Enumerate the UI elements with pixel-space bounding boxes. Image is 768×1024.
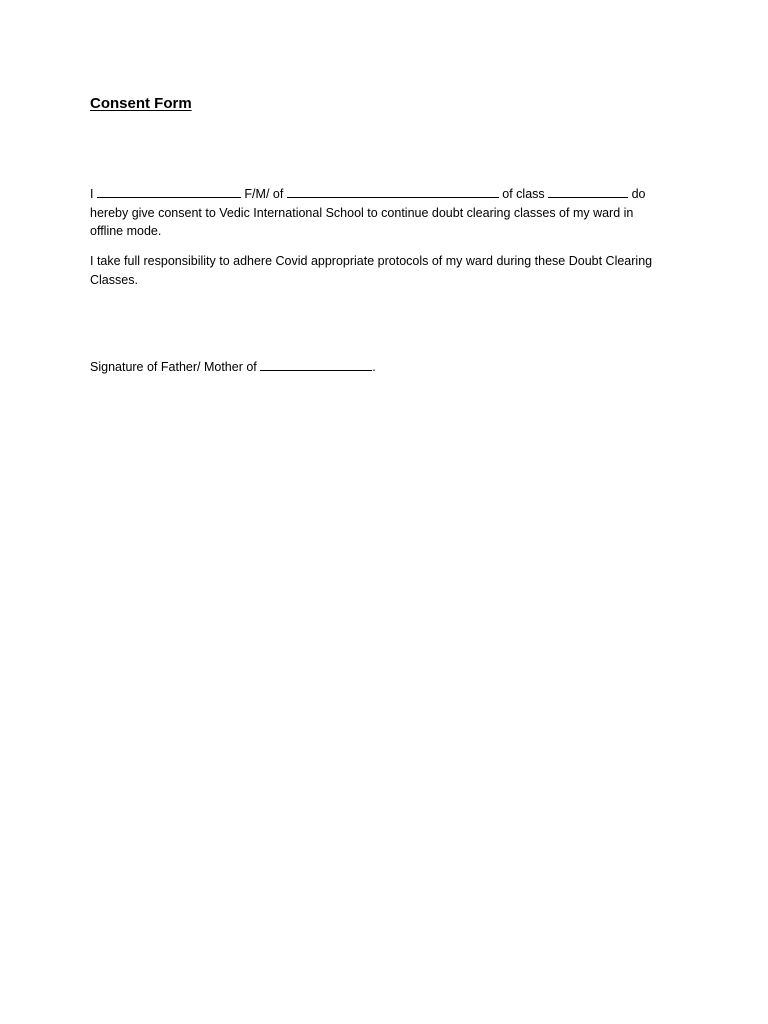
consent-prefix: I	[90, 187, 97, 201]
consent-class-text: of class	[498, 187, 549, 201]
ward-name-blank	[287, 185, 499, 198]
consent-line-3: offline mode.	[90, 224, 162, 238]
responsibility-line-2: Classes.	[90, 272, 138, 287]
form-title: Consent Form	[90, 95, 192, 112]
parent-name-blank	[97, 185, 241, 198]
consent-relation-text: F/M/ of	[240, 187, 287, 201]
responsibility-paragraph	[90, 252, 690, 289]
consent-line-2: hereby give consent to Vedic International School to continue doubt clearing classes of my ward in	[90, 205, 634, 220]
responsibility-line-1: I take full responsibility to adhere Covid appropriate protocols of my ward during these Doubt Clearing	[90, 254, 653, 268]
consent-do-text: do	[628, 187, 646, 201]
signature-text-line	[90, 358, 690, 377]
consent-line-1	[90, 185, 690, 204]
class-blank	[548, 185, 628, 198]
consent-paragraph	[90, 185, 690, 241]
signature-prefix: Signature of Father/ Mother of	[90, 360, 261, 374]
signature-ward-blank	[260, 358, 372, 371]
signature-line	[90, 358, 690, 377]
signature-suffix: .	[372, 360, 376, 374]
